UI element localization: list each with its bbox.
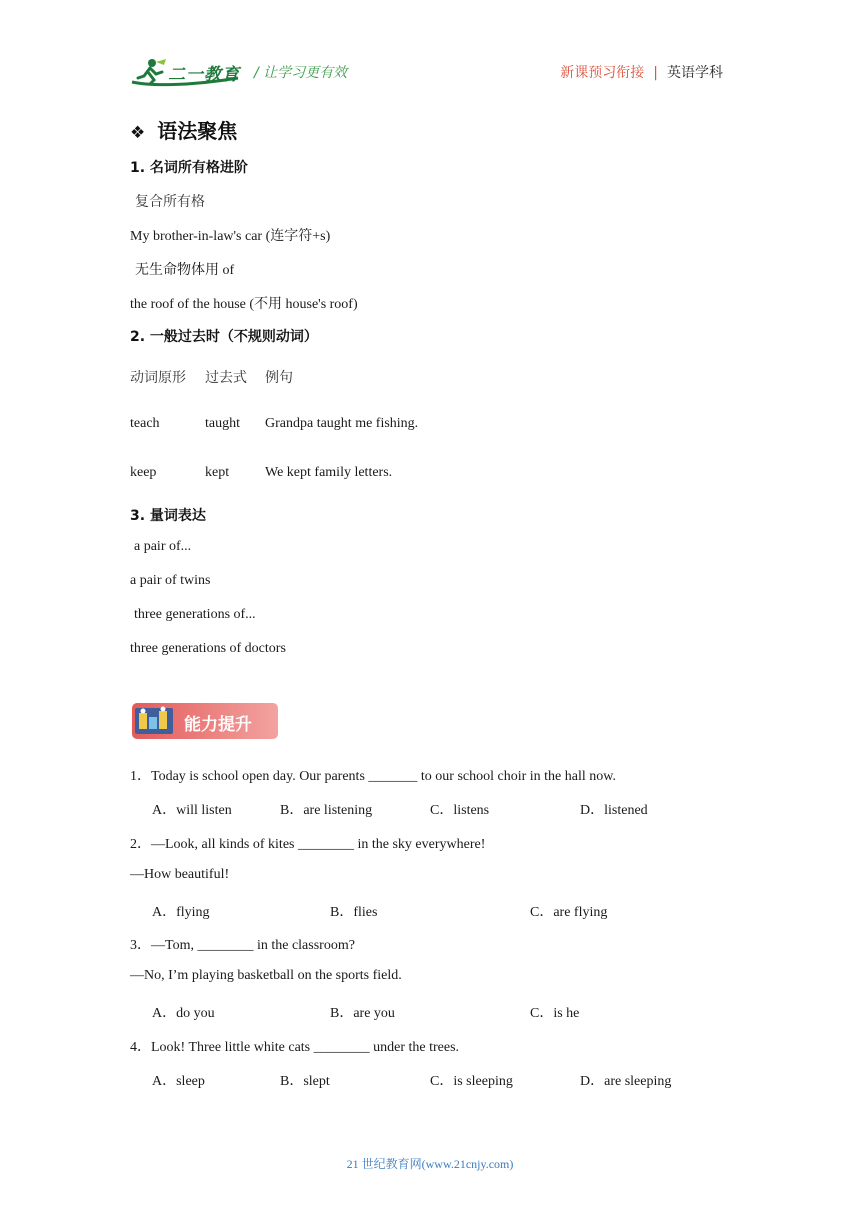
question-3-reply: —No, I’m playing basketball on the sports field.: [130, 968, 402, 983]
header-separator: |: [653, 65, 658, 81]
diamond-bullet-icon: ❖: [130, 123, 146, 143]
table-cell: taught: [205, 416, 240, 431]
grammar-line: 无生命物体用 of: [135, 263, 235, 278]
q2-option-b[interactable]: B．flies: [330, 905, 378, 920]
grammar-line: My brother-in-law's car (连字符+s): [130, 229, 331, 244]
q2-option-c[interactable]: C．are flying: [530, 905, 608, 920]
q4-option-d[interactable]: D．are sleeping: [580, 1074, 672, 1089]
table-cell: Grandpa taught me fishing.: [265, 416, 419, 431]
q3-option-b[interactable]: B．are you: [330, 1006, 395, 1021]
badge-text: 能力提升: [184, 715, 252, 735]
question-2-reply: —How beautiful!: [130, 867, 230, 882]
grammar-line: a pair of twins: [130, 573, 211, 588]
grammar-heading-1: 1. 名词所有格进阶: [130, 160, 248, 176]
q3-option-c[interactable]: C．is he: [530, 1006, 580, 1021]
question-1-stem: 1．Today is school open day. Our parents _______ to our school choir in the hall now.: [130, 769, 616, 784]
q4-option-c[interactable]: C．is sleeping: [430, 1074, 513, 1089]
section-title-text: 语法聚焦: [157, 119, 238, 143]
header-slogan: / 让学习更有效: [254, 65, 348, 81]
table-header-example: 例句: [265, 370, 293, 386]
q1-option-c[interactable]: C．listens: [430, 803, 490, 818]
table-cell: keep: [130, 465, 157, 480]
q4-option-a[interactable]: A．sleep: [152, 1074, 205, 1089]
q2-option-a[interactable]: A．flying: [152, 905, 210, 920]
q3-option-a[interactable]: A．do you: [152, 1006, 215, 1021]
grammar-line: a pair of...: [134, 539, 192, 554]
grammar-line: the roof of the house (不用 house's roof): [130, 297, 358, 312]
table-cell: We kept family letters.: [265, 465, 393, 480]
q4-option-b[interactable]: B．slept: [280, 1074, 330, 1089]
grammar-line: 复合所有格: [135, 194, 205, 210]
logo-text: 二一教育: [168, 65, 240, 85]
grammar-line: three generations of...: [134, 607, 256, 622]
grammar-heading-3: 3. 量词表达: [130, 508, 206, 524]
q1-option-d[interactable]: D．listened: [580, 803, 648, 818]
table-cell: kept: [205, 465, 230, 480]
section-title: [130, 115, 237, 144]
header-course-label: 新课预习衔接: [560, 65, 645, 81]
header-right: [560, 62, 723, 82]
q1-option-b[interactable]: B．are listening: [280, 803, 373, 818]
grammar-heading-2: 2. 一般过去时（不规则动词）: [130, 329, 318, 345]
question-4-stem: 4．Look! Three little white cats ________ under the trees.: [130, 1040, 460, 1055]
question-3-stem: 3．—Tom, ________ in the classroom?: [130, 938, 355, 953]
footer-link[interactable]: 21 世纪教育网(www.21cnjy.com): [346, 1157, 514, 1171]
table-cell: teach: [130, 416, 160, 431]
question-2-stem: 2．—Look, all kinds of kites ________ in the sky everywhere!: [130, 837, 486, 852]
header-subject-label: 英语学科: [667, 65, 723, 81]
q1-option-a[interactable]: A．will listen: [152, 803, 232, 818]
table-header-base: 动词原形: [130, 370, 186, 386]
table-header-past: 过去式: [205, 370, 247, 386]
grammar-line: three generations of doctors: [130, 641, 286, 656]
